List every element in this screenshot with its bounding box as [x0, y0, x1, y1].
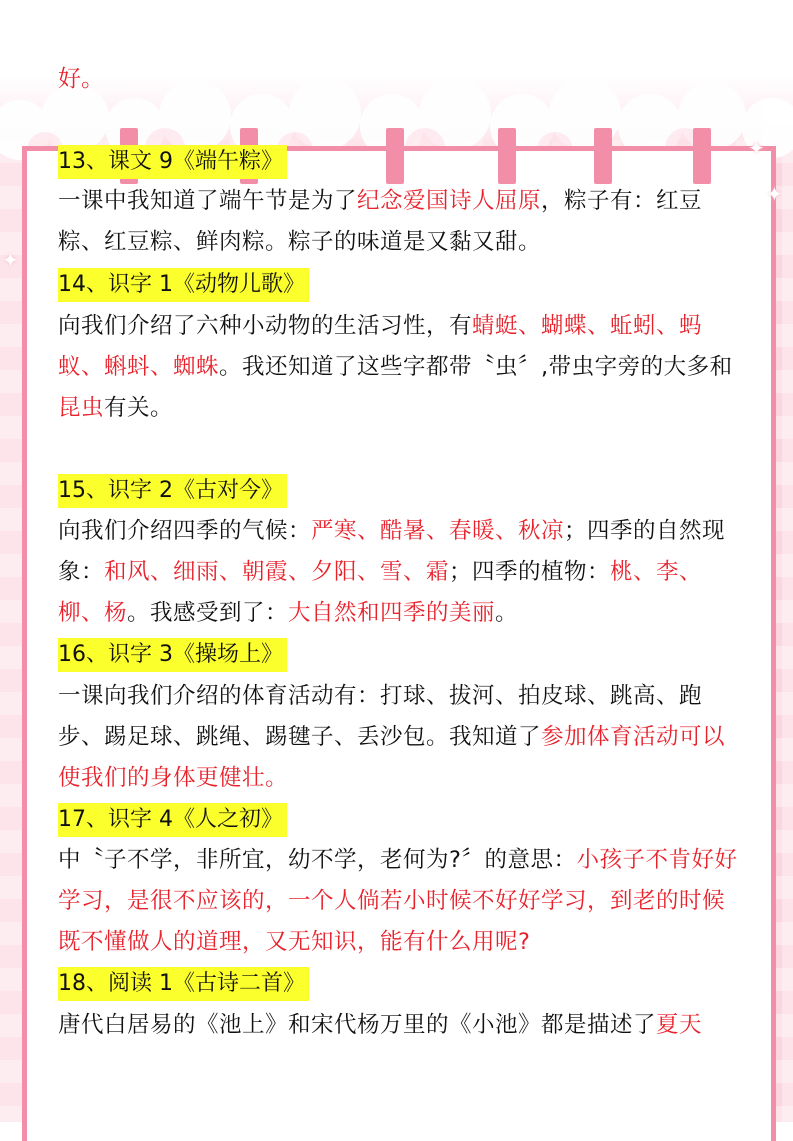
section-heading: 15、识字 2《古对今》 [58, 474, 287, 508]
frame-tab [498, 128, 516, 184]
sparkle-icon: ✦ [766, 182, 783, 206]
section-heading: 18、阅读 1《古诗二首》 [58, 967, 309, 1001]
frame-tab [693, 128, 711, 184]
top-line-text: 好。 [58, 66, 104, 92]
section-paragraph: 向我们介绍了六种小动物的生活习性，有蜻蜓、蝴蝶、蚯蚓、蚂蚁、蝌蚪、蜘蛛。我还知道了这些字都带〝虫〞,带虫字旁的大多和昆虫有关。 [58, 313, 733, 421]
frame-tab [386, 128, 404, 184]
section-heading: 14、识字 1《动物儿歌》 [58, 268, 309, 302]
section-paragraph: 一课向我们介绍的体育活动有：打球、拔河、拍皮球、跳高、跑步、踢足球、跳绳、踢毽子、丢沙包。我知道了参加体育活动可以使我们的身体更健壮。 [58, 683, 726, 791]
section-paragraph: 唐代白居易的《池上》和宋代杨万里的《小池》都是描述了夏天 [58, 1012, 703, 1038]
section-heading: 16、识字 3《操场上》 [58, 638, 287, 672]
section-paragraph: 向我们介绍四季的气候：严寒、酷暑、春暖、秋凉；四季的自然现象：和风、细雨、朝霞、夕阳、雪、霜；四季的植物：桃、李、柳、杨。我感受到了：大自然和四季的美丽。 [58, 518, 726, 626]
section-paragraph: 一课中我知道了端午节是为了纪念爱国诗人屈原，粽子有：红豆粽、红豆粽、鲜肉粽。粽子的味道是又黏又甜。 [58, 188, 703, 255]
section-heading: 17、识字 4《人之初》 [58, 803, 287, 837]
frame-tab [594, 128, 612, 184]
section-heading: 13、课文 9《端午粽》 [58, 145, 287, 179]
section-paragraph: 中〝子不学，非所宜，幼不学，老何为?〞的意思：小孩子不肯好好学习，是很不应该的，一个人倘若小时候不好好学习，到老的时候既不懂做人的道理，又无知识，能有什么用呢? [58, 847, 738, 955]
sparkle-icon: ✦ [2, 248, 19, 272]
sparkle-icon: ✦ [748, 136, 765, 160]
